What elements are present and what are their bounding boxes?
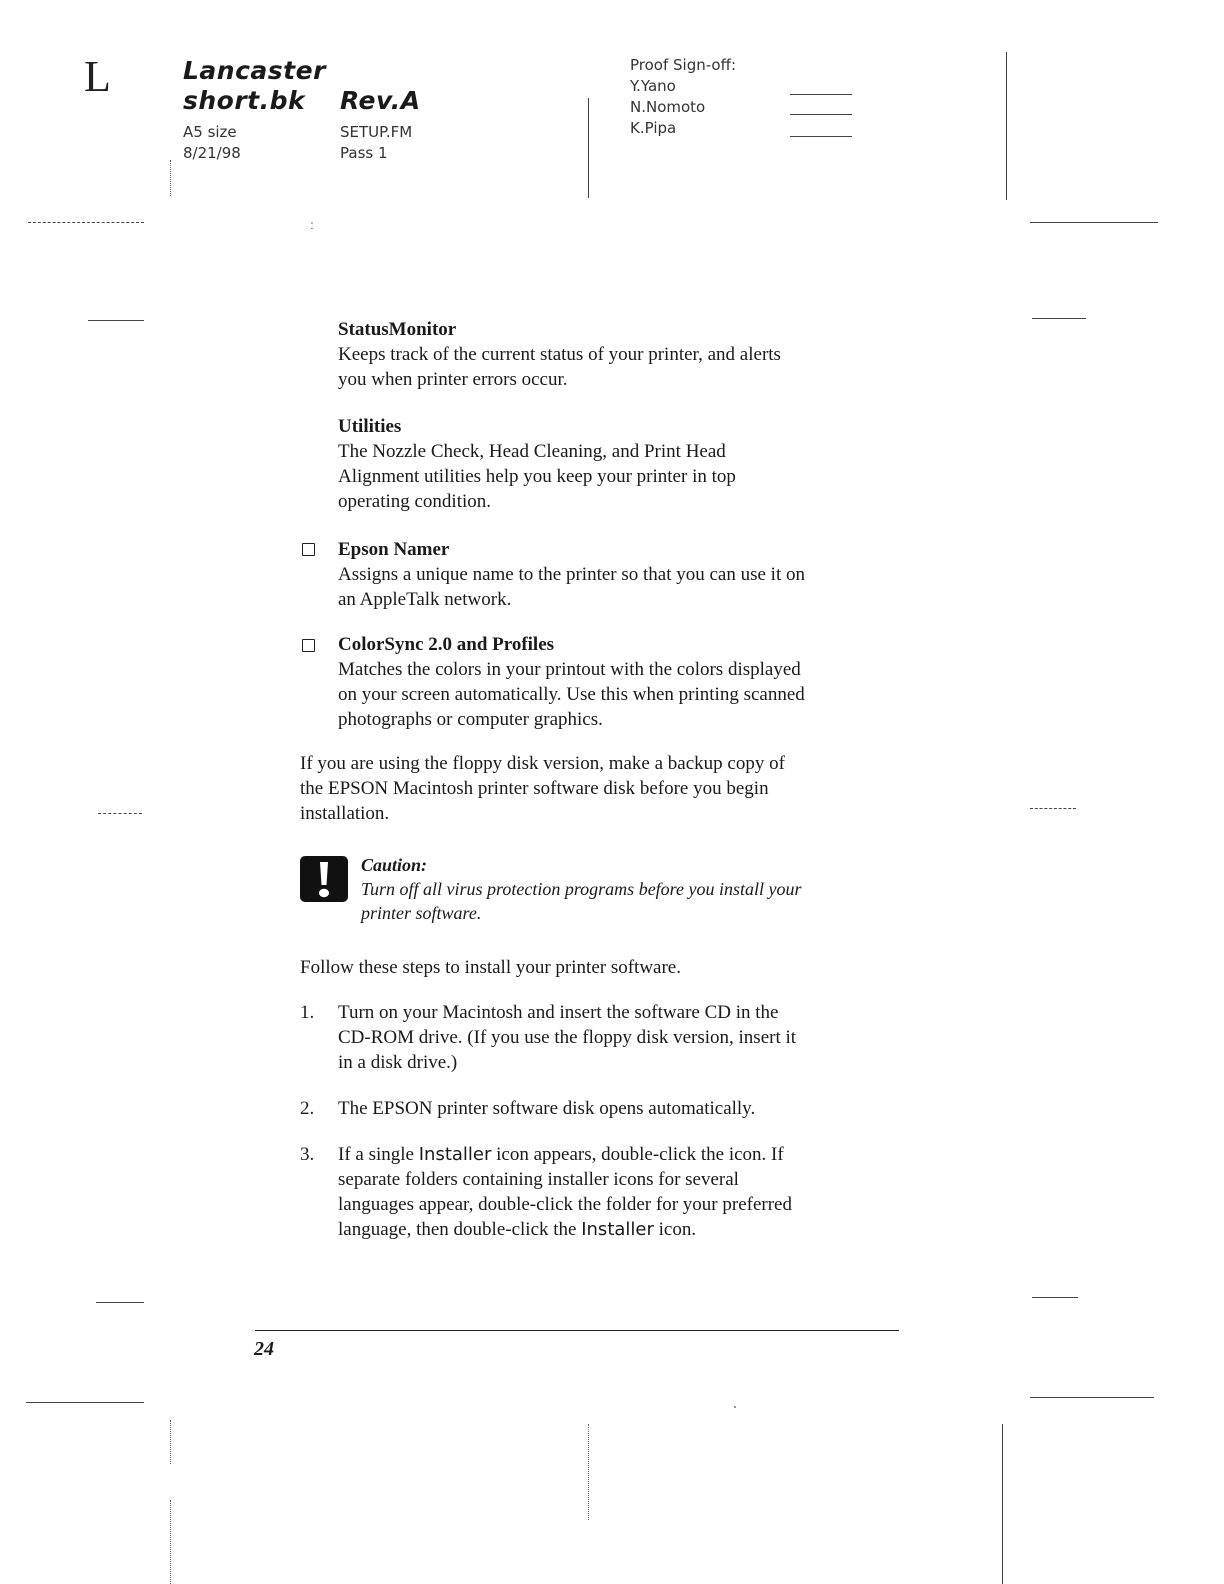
step-text: If a single — [338, 1144, 419, 1165]
utilities-line: operating condition. — [338, 491, 492, 512]
step-line: CD-ROM drive. (If you use the floppy disk version, insert it — [338, 1027, 797, 1048]
pass-label: Pass 1 — [340, 144, 388, 162]
proof-signoff-title: Proof Sign-off: — [630, 56, 736, 74]
margin-mark — [98, 813, 142, 814]
colorsync-line: on your screen automatically. Use this when printing scanned — [338, 684, 805, 705]
backup-note — [300, 751, 785, 826]
margin-mark — [96, 1302, 144, 1303]
speck — [734, 1406, 736, 1408]
backup-note-line: If you are using the floppy disk version, make a backup copy of — [300, 753, 785, 774]
epson-namer-line: Assigns a unique name to the printer so that you can use it on — [338, 564, 805, 585]
proof-name-1: Y.Yano — [630, 77, 676, 95]
colorsync-title: ColorSync 2.0 and Profiles — [338, 634, 555, 655]
proof-name-2: N.Nomoto — [630, 98, 706, 116]
source-file: SETUP.FM — [340, 123, 413, 141]
book-file: short.bk — [183, 86, 306, 115]
step-2 — [338, 1096, 755, 1121]
revision: Rev.A — [340, 86, 421, 115]
status-monitor-title: StatusMonitor — [338, 319, 457, 340]
step-number: 3. — [300, 1144, 315, 1165]
crop-mark — [28, 222, 144, 223]
signoff-line-3 — [790, 136, 852, 137]
caution-title: Caution: — [361, 855, 428, 875]
colorsync-line: photographs or computer graphics. — [338, 709, 603, 730]
step-line: The EPSON printer software disk opens automatically. — [338, 1098, 756, 1119]
signoff-line-2 — [790, 114, 852, 115]
bullet-box-icon — [302, 543, 315, 556]
status-monitor-line: Keeps track of the current status of your printer, and alerts — [338, 344, 781, 365]
step-text: icon appears, double-click the icon. If — [491, 1144, 784, 1165]
margin-mark — [1030, 808, 1076, 809]
page-size: A5 size — [183, 123, 237, 141]
caution-block — [361, 853, 802, 925]
bullet-box-icon — [302, 639, 315, 652]
step-line: separate folders containing installer icons for several — [338, 1169, 739, 1190]
header-divider — [588, 98, 589, 198]
step-number: 1. — [300, 1002, 315, 1023]
step-line: in a disk drive.) — [338, 1052, 458, 1073]
caution-line: printer software. — [361, 903, 482, 923]
proof-name-3: K.Pipa — [630, 119, 677, 137]
signoff-line-1 — [790, 94, 852, 95]
epson-namer-title: Epson Namer — [338, 539, 450, 560]
backup-note-line: the EPSON Macintosh printer software disk before you begin — [300, 778, 769, 799]
epson-namer-section — [338, 537, 805, 612]
step-line — [338, 1142, 792, 1167]
utilities-line: The Nozzle Check, Head Cleaning, and Print Head — [338, 441, 726, 462]
book-name: Lancaster — [183, 56, 326, 85]
caution-icon — [300, 856, 348, 902]
right-trim-line-top — [1006, 52, 1007, 200]
crop-mark — [1030, 1397, 1154, 1398]
utilities-section — [338, 414, 736, 514]
header-left-dots — [170, 160, 171, 196]
right-trim-line-bottom — [1002, 1424, 1003, 1584]
step-text: language, then double-click the — [338, 1219, 582, 1240]
install-intro: Follow these steps to install your printer software. — [300, 957, 681, 978]
utilities-title: Utilities — [338, 416, 402, 437]
installer-label: Installer — [418, 1144, 492, 1165]
bottom-left-dots — [170, 1420, 171, 1464]
step-line: Turn on your Macintosh and insert the software CD in the — [338, 1002, 779, 1023]
margin-mark — [1032, 1297, 1078, 1298]
stray-mark: ː — [310, 218, 314, 233]
bottom-left-dots — [170, 1500, 171, 1584]
utilities-line: Alignment utilities help you keep your printer in top — [338, 466, 736, 487]
corner-letter: L — [84, 52, 111, 101]
step-number: 2. — [300, 1098, 315, 1119]
crop-mark — [26, 1402, 144, 1403]
status-monitor-line: you when printer errors occur. — [338, 369, 568, 390]
caution-line: Turn off all virus protection programs before you install your — [361, 879, 802, 899]
installer-label: Installer — [581, 1219, 654, 1240]
footer-rule — [255, 1330, 899, 1331]
colorsync-section — [338, 632, 805, 732]
step-1 — [338, 1000, 796, 1075]
step-3 — [338, 1142, 792, 1242]
margin-mark — [88, 320, 144, 321]
step-line — [338, 1217, 792, 1242]
backup-note-line: installation. — [300, 803, 390, 824]
margin-mark — [1032, 318, 1086, 319]
step-line: languages appear, double-click the folder for your preferred — [338, 1194, 792, 1215]
status-monitor-section — [338, 317, 781, 392]
page-number: 24 — [254, 1338, 274, 1360]
epson-namer-line: an AppleTalk network. — [338, 589, 512, 610]
print-date: 8/21/98 — [183, 144, 241, 162]
colorsync-line: Matches the colors in your printout with the colors displayed — [338, 659, 801, 680]
step-text: icon. — [653, 1219, 697, 1240]
crop-mark — [1030, 222, 1158, 223]
bottom-center-dots — [588, 1424, 589, 1520]
